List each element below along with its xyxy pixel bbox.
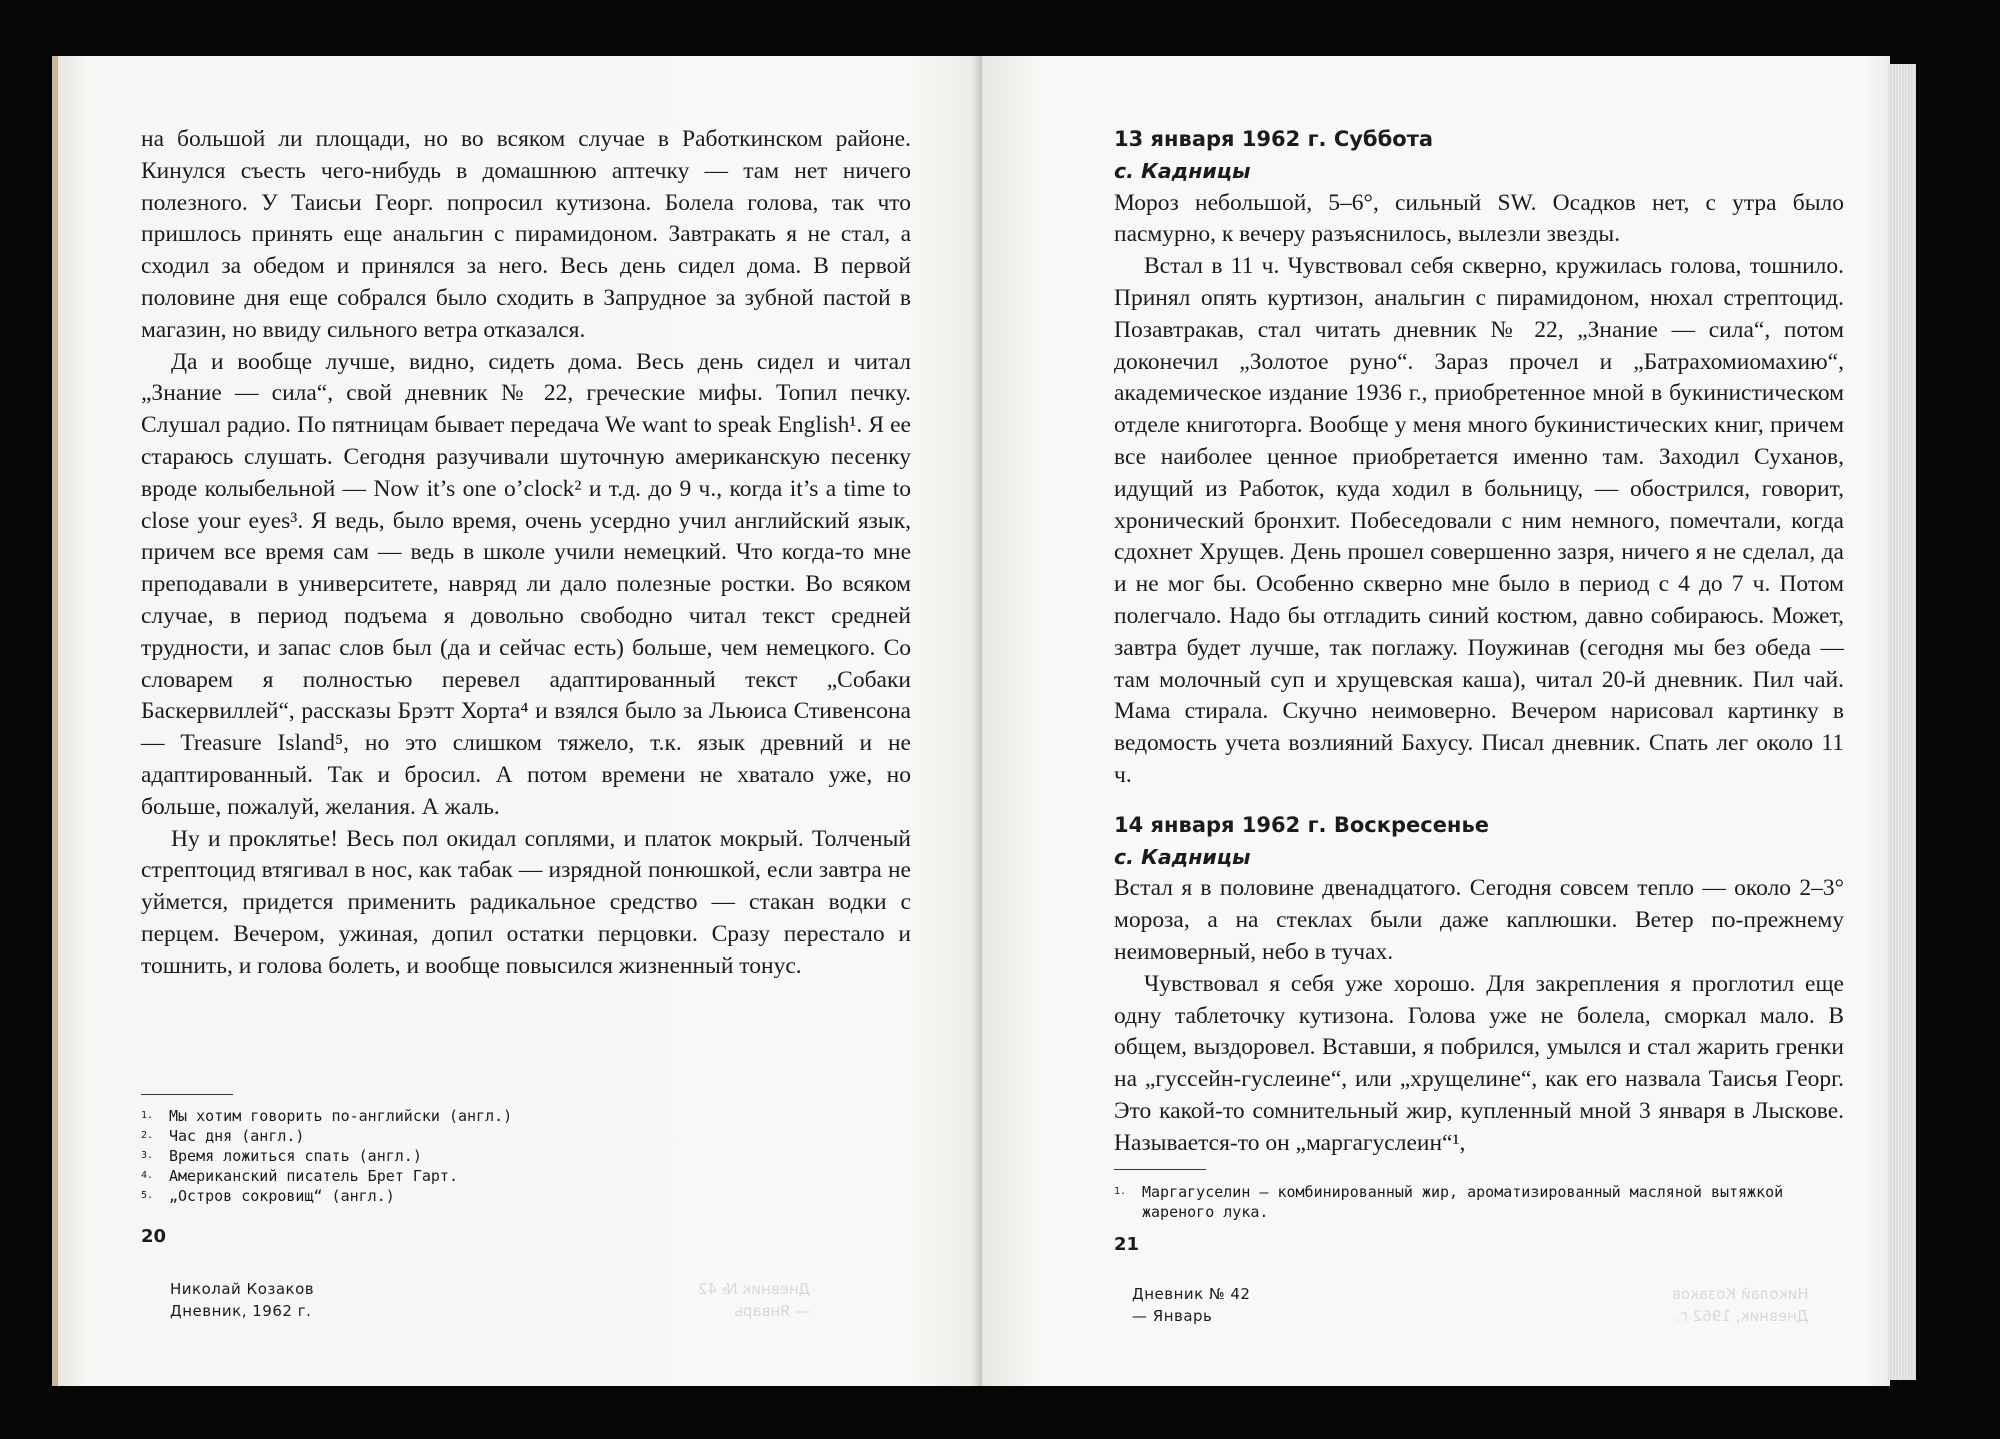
footnote: 1. Мы хотим говорить по-английски (англ.) xyxy=(141,1107,513,1125)
paragraph: Встал я в половине двенадцатого. Сегодня совсем тепло — около 2–3° мороза, а на стеклах были даже каплюшки. Ветер по-прежнему неимоверный, небо в тучах. xyxy=(1114,875,1844,965)
paragraph: Ну и проклятье! Весь пол окидал соплями, и платок мокрый. Толченый стрептоцид втягивал в нос, как табак — изрядной понюшкой, если завтра не уймется, придется применить радикальное средство — стакан водки с перцем. Вечером, ужиная, допил остатки перцовки. Сразу перестало и тошнить, и голова болеть, и вообще повысился жизненный тонус. xyxy=(141,825,911,979)
show-through-text: Дневник № 42 — Январь xyxy=(698,1280,811,1320)
footnote: 2. Час дня (англ.) xyxy=(141,1127,305,1145)
footnote-rule xyxy=(1114,1169,1206,1170)
footnote: 3. Время ложиться спать (англ.) xyxy=(141,1147,422,1165)
left-page xyxy=(52,56,982,1386)
page-number: 20 xyxy=(141,1226,167,1247)
right-body-text xyxy=(1114,124,1844,1160)
footnote-rule xyxy=(141,1094,233,1095)
running-head: Николай Козаков Дневник, 1962 г. xyxy=(170,1280,315,1320)
paragraph: Мороз небольшой, 5–6°, сильный SW. Осадков нет, с утра было пасмурно, к вечеру разъяснилось, вылезли звезды. xyxy=(1114,189,1844,248)
footnote: 1. Маргагуселин — комбинированный жир, ароматизированный масляной вытяжкой жареного лука. xyxy=(1114,1183,1784,1221)
left-body-text xyxy=(141,124,911,983)
page-number: 21 xyxy=(1114,1234,1140,1255)
paragraph: Да и вообще лучше, видно, сидеть дома. Весь день сидел и читал „Знание — сила“, свой дневник № 22, греческие мифы. Топил печку. Слушал радио. По пятницам бывает передача We want to speak English¹. Я ее стараюсь слушать. Сегодня разучивали шуточную американскую песенку вроде колыбельной — Now it’s one o’clock² и т.д. до 9 ч., когда it’s a time to close your eyes³. Я ведь, было время, очень усердно учил английский язык, причем все время сам — ведь в школе учили немецкий. Что когда-то мне преподавали в университете, навряд ли дало полезные ростки. Во всяком случае, в период подъема я довольно свободно читал текст средней трудности, и запас слов был (да и сейчас есть) больше, чем немецкого. Со словарем я полностью перевел адаптированный текст „Собаки Баскервиллей“, рассказы Брэтт Хорта⁴ и взялся было за Льюиса Стивенсона — Treasure Island⁵, но это слишком тяжело, т.к. язык древний и не адаптированный. Так и бросил. А потом времени не хватало уже, но больше, пожалуй, желания. А жаль. xyxy=(141,348,911,820)
entry-heading: 14 января 1962 г. Воскресенье xyxy=(1114,812,1489,837)
paragraph: Встал в 11 ч. Чувствовал себя скверно, кружилась голова, тошнило. Принял опять куртизон, анальгин с пирамидоном, нюхал стрептоцид. Позавтракав, стал читать дневник № 22, „Знание — сила“, потом доконечил „Золотое руно“. Зараз прочел и „Батрахомиомахию“, академическое издание 1936 г., приобретенное мной в букинистическом отделе книготорга. Вообще у меня много букинистических книг, причем все наиболее ценное приобретается именно там. Заходил Суханов, идущий из Работок, куда ходил в больницу, — обострился, говорит, хронический бронхит. Побеседовали с ним немного, помечтали, когда сдохнет Хрущев. День прошел совершенно зазря, ничего я не сделал, да и не мог бы. Особенно скверно мне было в период с 4 до 7 ч. Потом полегчало. Надо бы отгладить синий костюм, давно собираюсь. Может, завтра будет лучше, так поглажу. Поужинав (сегодня мы без обеда — там молочный суп и хрущевская каша), читал 20-й дневник. Пил чай. Мама стирала. Скучно неимоверно. Вечером нарисовал картинку в ведомость учета возлияний Бахусу. Писал дневник. Спать лег около 11 ч. xyxy=(1114,253,1844,788)
running-head: Дневник № 42 — Январь xyxy=(1132,1285,1251,1325)
footnote: 4. Американский писатель Брет Гарт. xyxy=(141,1167,458,1185)
paragraph: Чувствовал я себя уже хорошо. Для закрепления я проглотил еще одну таблеточку кутизона. Голова уже не болела, сморкал мало. В общем, выздоровел. Вставши, я побрился, умылся и стал жарить гренки на „гуссейн-гуслеине“, или „хрущелине“, как его назвала Таисья Георг. Это какой-то сомнительный жир, купленный мной 3 января в Лыскове. Называется-то он „маргагуслеин“¹, xyxy=(1114,970,1844,1156)
right-page xyxy=(982,56,1890,1386)
entry-place: с. Кадницы xyxy=(1114,158,1251,183)
paragraph: на большой ли площади, но во всяком случае в Работкинском районе. Кинулся съесть чего-нибудь в домашнюю аптечку — там нет ничего полезного. У Таисьи Георг. попросил кутизона. Болела голова, так что пришлось принять еще анальгин с пирамидоном. Завтракать я не стал, а сходил за обедом и принялся за него. Весь день сидел дома. В первой половине дня еще собрался было сходить в Запрудное за зубной пастой в магазин, но ввиду сильного ветра отказался. xyxy=(141,126,911,343)
page-block-edge xyxy=(1888,64,1916,1380)
show-through-text: Николай Козаков Дневник, 1962 г. xyxy=(1672,1285,1809,1325)
entry-place: с. Кадницы xyxy=(1114,844,1251,869)
footnote: 5. „Остров сокровищ“ (англ.) xyxy=(141,1187,395,1205)
right-footnotes xyxy=(1114,1182,1844,1222)
entry-heading: 13 января 1962 г. Суббота xyxy=(1114,127,1434,151)
left-footnotes xyxy=(141,1106,911,1206)
